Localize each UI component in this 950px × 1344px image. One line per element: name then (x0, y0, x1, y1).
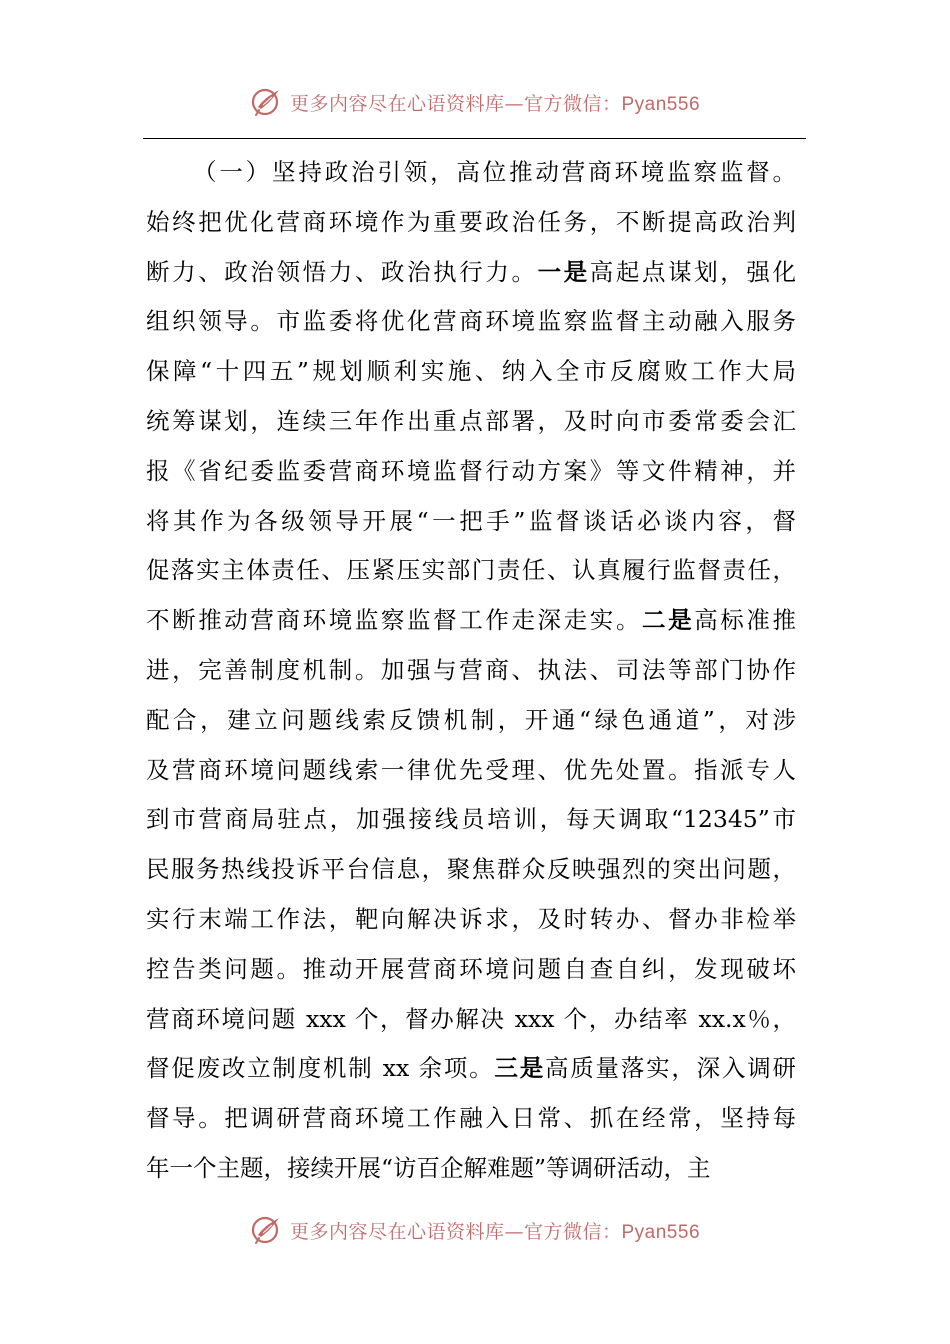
bold-marker: 二是 (641, 606, 695, 635)
text-line: 进，完善制度机制。加强与营商、执法、司法等部门协作 (146, 655, 796, 684)
bold-marker: 三是 (494, 1054, 545, 1083)
watermark-account: Pyan556 (621, 1221, 701, 1243)
watermark-label: 官方微信： (523, 1220, 622, 1243)
header-rule (143, 138, 806, 139)
section-heading-line: （一）坚持政治引领，高位推动营商环境监察监督。 (193, 158, 796, 186)
text-line (146, 1044, 796, 1094)
text-line: 及营商环境问题线索一律优先受理、优先处置。指派专人 (146, 755, 796, 784)
text-segment: 不断推动营商环境监察监督工作走深走实。 (146, 606, 642, 635)
text-line: 民服务热线投诉平台信息，聚焦群众反映强烈的突出问题， (146, 855, 796, 884)
document-body (146, 148, 796, 1194)
watermark-text (290, 89, 700, 116)
text-segment: 高起点谋划，强化 (589, 257, 797, 286)
text-line: 统筹谋划，连续三年作出重点部署，及时向市委常委会汇 (146, 406, 796, 435)
text-segment: 断力、政治领悟力、政治执行力。 (146, 257, 538, 286)
watermark-separator: — (504, 92, 524, 115)
text-line: 报《省纪委监委营商环境监督行动方案》等文件精神，并 (146, 456, 796, 485)
watermark-label: 官方微信： (523, 92, 622, 115)
text-line: 将其作为各级领导开展“一把手”监督谈话必谈内容，督 (146, 506, 796, 535)
text-segment: 高标准推 (694, 606, 797, 635)
text-line: 组织领导。市监委将优化营商环境监察监督主动融入服务 (146, 307, 796, 336)
quill-logo-icon (250, 85, 284, 119)
text-line: 实行末端工作法，靶向解决诉求，及时转办、督办非检举 (146, 904, 796, 933)
watermark-footer (0, 1210, 950, 1250)
bold-marker: 一是 (537, 257, 590, 286)
watermark-header (0, 82, 950, 122)
text-line: 督导。把调研营商环境工作融入日常、抓在经常，坚持每 (146, 1104, 796, 1133)
text-line: 到市营商局驻点，加强接线员培训，每天调取“12345”市 (146, 805, 796, 834)
text-line (146, 596, 796, 646)
text-line: 年一个主题，接续开展“访百企解难题”等调研活动，主 (146, 1153, 711, 1182)
text-line: 始终把优化营商环境作为重要政治任务，不断提高政治判 (146, 207, 796, 236)
text-line: 控告类问题。推动开展营商环境问题自查自纠，发现破坏 (146, 954, 796, 983)
text-line: 保障“十四五”规划顺利实施、纳入全市反腐败工作大局 (146, 357, 796, 386)
watermark-account: Pyan556 (621, 93, 701, 115)
text-line: 促落实主体责任、压紧压实部门责任、认真履行监督责任， (146, 556, 796, 585)
text-line (146, 248, 796, 298)
watermark-separator: — (504, 1220, 524, 1243)
text-segment: 督促废改立制度机制 xx 余项。 (146, 1054, 495, 1083)
quill-logo-icon (250, 1213, 284, 1247)
text-line: 营商环境问题 xxx 个，督办解决 xxx 个，办结率 xx.x％， (146, 1004, 796, 1033)
watermark-site: 更多内容尽在心语资料库 (289, 92, 505, 115)
text-line: 配合，建立问题线索反馈机制，开通“绿色通道”，对涉 (146, 705, 796, 734)
watermark-site: 更多内容尽在心语资料库 (289, 1220, 505, 1243)
watermark-text (290, 1217, 700, 1244)
text-segment: 高质量落实，深入调研 (544, 1054, 797, 1083)
